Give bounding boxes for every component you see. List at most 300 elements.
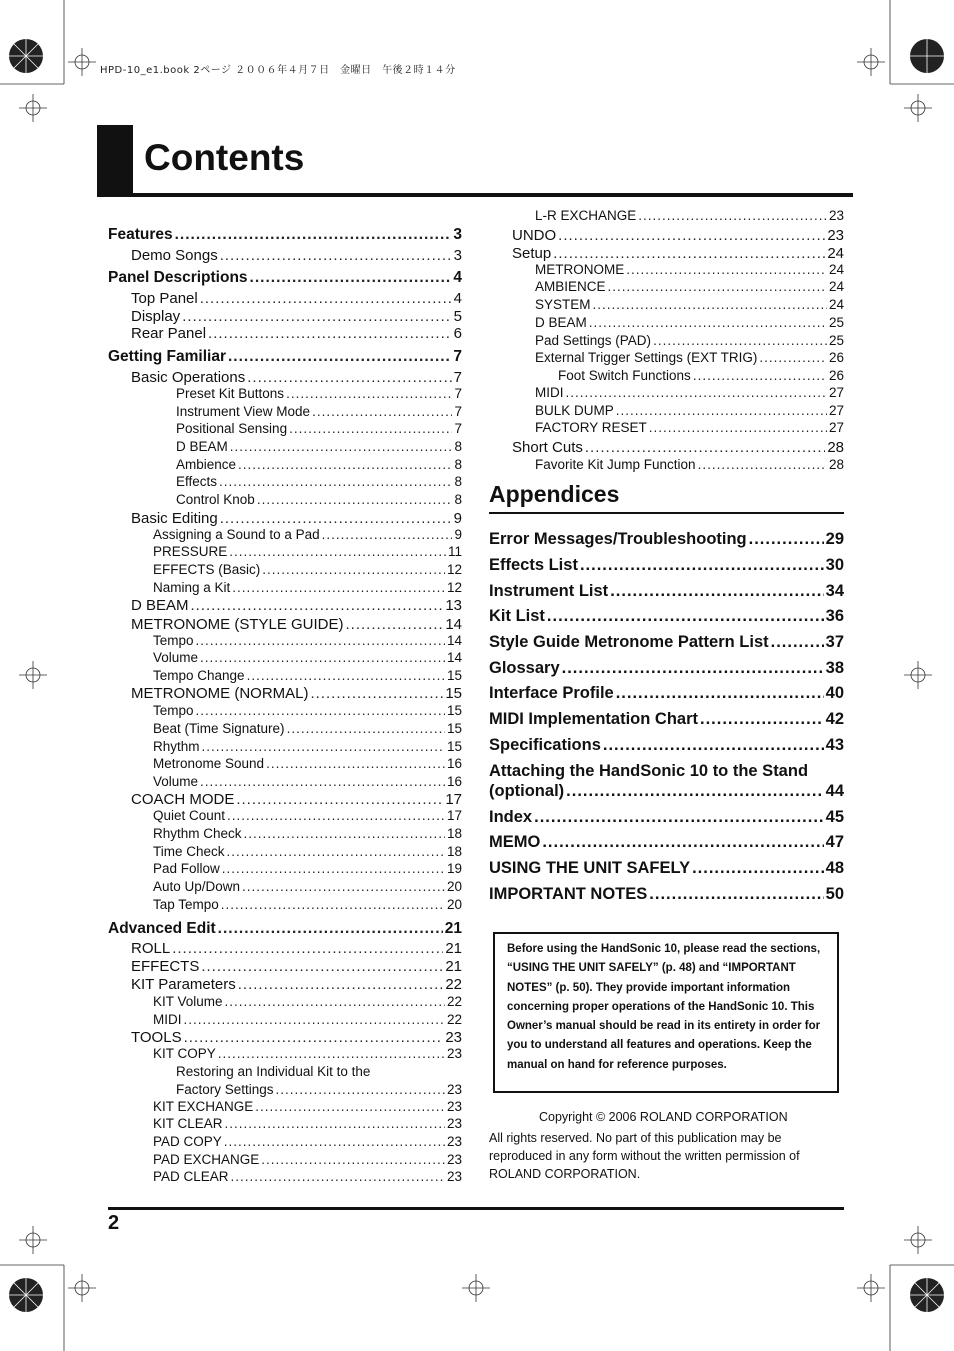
dot-leader	[220, 248, 452, 263]
dot-leader	[749, 531, 824, 548]
dot-leader	[242, 880, 445, 894]
toc-entry-label: Favorite Kit Jump Function	[535, 457, 696, 472]
toc-entry-page: 23	[446, 1046, 462, 1061]
toc-entry-page: 24	[827, 245, 844, 262]
toc-entry-label: FACTORY RESET	[535, 420, 647, 435]
toc-entry	[153, 1100, 462, 1114]
toc-entry-label: Short Cuts	[512, 439, 583, 456]
toc-entry	[131, 326, 462, 341]
toc-entry	[535, 280, 844, 294]
dot-leader	[287, 722, 445, 736]
dot-leader	[200, 651, 445, 665]
dot-leader	[220, 511, 452, 526]
toc-entry-page: 7	[454, 386, 462, 401]
appendix-entry-label: Effects List	[489, 556, 578, 574]
dot-leader	[230, 440, 453, 454]
toc-entry-page: 7	[453, 348, 462, 365]
dot-leader	[227, 845, 445, 859]
toc-entry-label: Rear Panel	[131, 325, 207, 342]
toc-entry	[153, 704, 462, 718]
toc-entry-page: 15	[445, 685, 462, 702]
toc-entry-label: Beat (Time Signature)	[153, 721, 285, 736]
toc-entry	[153, 1117, 462, 1131]
appendix-entry-label: Style Guide Metronome Pattern List	[489, 633, 769, 651]
toc-entry	[131, 598, 462, 613]
toc-entry-label: KIT Volume	[153, 994, 223, 1009]
appendix-entry-label: USING THE UNIT SAFELY	[489, 859, 691, 877]
dot-leader	[247, 370, 451, 385]
dot-leader	[286, 387, 452, 401]
toc-entry-label: Assigning a Sound to a Pad	[153, 527, 320, 542]
dot-leader	[200, 291, 452, 306]
dot-leader	[255, 1100, 445, 1114]
toc-entry-label: SYSTEM	[535, 297, 591, 312]
toc-entry-page: 24	[828, 297, 844, 312]
dot-leader	[616, 685, 824, 702]
appendix-entry-label: Specifications	[489, 736, 601, 754]
toc-entry	[153, 651, 462, 665]
dot-leader	[219, 475, 452, 489]
rights-statement: All rights reserved. No part of this publication may be reproduced in any form without the written permission of ROLAND CORPORATION.	[489, 1131, 800, 1181]
toc-entry-page: 13	[445, 597, 462, 614]
toc-entry-label: ROLL	[131, 940, 171, 957]
toc-entry	[535, 404, 844, 418]
toc-entry	[153, 775, 462, 789]
appendix-entry-page: 47	[825, 833, 844, 851]
dot-leader	[553, 246, 825, 261]
appendix-entry-page: 44	[825, 782, 844, 800]
toc-entry-label: Advanced Edit	[108, 920, 216, 937]
appendix-entry-label: MIDI Implementation Chart	[489, 710, 699, 728]
toc-entry-label: KIT EXCHANGE	[153, 1099, 254, 1114]
toc-entry-label: AMBIENCE	[535, 279, 606, 294]
dot-leader	[221, 898, 445, 912]
dot-leader	[289, 422, 452, 436]
toc-entry-label: KIT CLEAR	[153, 1116, 223, 1131]
dot-leader	[262, 563, 445, 577]
dot-leader	[228, 349, 451, 365]
toc-entry	[131, 291, 462, 306]
dot-leader	[232, 581, 445, 595]
page-number: 2	[108, 1212, 120, 1234]
dot-leader	[608, 280, 827, 294]
toc-entry-page: 22	[445, 976, 462, 993]
toc-entry-page: 14	[446, 633, 462, 648]
toc-entry	[535, 421, 844, 435]
toc-entry-label: Tempo Change	[153, 668, 245, 683]
toc-entry	[558, 369, 844, 383]
toc-entry-label: METRONOME (STYLE GUIDE)	[131, 616, 344, 633]
toc-entry-label: Pad Settings (PAD)	[535, 333, 652, 348]
toc-entry	[131, 941, 462, 956]
dot-leader	[649, 421, 827, 435]
toc-entry-label: PAD COPY	[153, 1134, 222, 1149]
toc-entry	[535, 351, 844, 365]
toc-entry-page: 23	[446, 1152, 462, 1167]
toc-entry	[108, 270, 462, 286]
dot-leader	[266, 757, 445, 771]
toc-entry-page: 25	[828, 333, 844, 348]
dot-leader	[225, 995, 445, 1009]
toc-entry-page: 21	[445, 940, 462, 957]
toc-entry-page: 18	[446, 844, 462, 859]
toc-entry	[153, 634, 462, 648]
appendix-entry-label: Interface Profile	[489, 684, 614, 702]
toc-entry-label: METRONOME	[535, 262, 625, 277]
dot-leader	[229, 545, 446, 559]
appendices-heading: Appendices	[489, 481, 620, 507]
toc-entry-label: Features	[108, 226, 173, 243]
dot-leader	[191, 598, 444, 613]
appendix-entry-page: 48	[825, 859, 844, 877]
dot-leader	[196, 704, 445, 718]
toc-entry-page: 19	[446, 861, 462, 876]
toc-entry	[535, 263, 844, 277]
toc-entry-label: Instrument View Mode	[176, 404, 311, 419]
dot-leader	[593, 298, 827, 312]
dot-leader	[257, 493, 453, 507]
dot-leader	[542, 834, 823, 851]
appendix-entry	[489, 783, 844, 800]
toc-entry-page: 20	[446, 897, 462, 912]
toc-entry-label: Ambience	[176, 457, 237, 472]
appendix-entry-page: 37	[825, 633, 844, 651]
toc-entry-page: 7	[454, 421, 462, 436]
toc-entry	[535, 298, 844, 312]
toc-entry	[131, 248, 462, 263]
toc-entry-page: 15	[446, 721, 462, 736]
toc-entry-page: 21	[445, 958, 462, 975]
appendix-entry-page: 42	[825, 710, 844, 728]
dot-leader	[558, 228, 825, 243]
dot-leader	[534, 809, 824, 826]
toc-entry	[153, 1153, 462, 1167]
dot-leader	[224, 1135, 445, 1149]
toc-entry-page: 23	[446, 1169, 462, 1184]
toc-entry	[512, 228, 844, 243]
dot-leader	[700, 711, 824, 728]
toc-entry-page: 17	[446, 808, 462, 823]
dot-leader	[580, 557, 824, 574]
toc-entry-label: PAD EXCHANGE	[153, 1152, 260, 1167]
toc-entry	[131, 792, 462, 807]
toc-entry-label: D BEAM	[176, 439, 228, 454]
toc-entry	[153, 880, 462, 894]
toc-entry	[153, 1170, 462, 1184]
toc-entry	[176, 493, 462, 507]
toc-entry-label: Demo Songs	[131, 247, 218, 264]
toc-entry-page: 3	[453, 226, 462, 243]
toc-entry	[131, 1030, 462, 1045]
toc-entry-page: 27	[828, 385, 844, 400]
dot-leader	[693, 369, 827, 383]
appendix-entry	[489, 809, 844, 826]
toc-entry-label: KIT COPY	[153, 1046, 216, 1061]
appendix-entry	[489, 531, 844, 548]
toc-entry-page: 7	[453, 369, 462, 386]
toc-entry-page: 18	[446, 826, 462, 841]
toc-entry-page: 23	[446, 1099, 462, 1114]
toc-entry	[108, 349, 462, 365]
toc-entry	[153, 528, 462, 542]
toc-entry-label: Quiet Count	[153, 808, 226, 823]
appendix-entry-label: Error Messages/Troubleshooting	[489, 530, 747, 548]
toc-entry	[153, 898, 462, 912]
print-header: HPD-10_e1.book 2ページ ２００６年４月７日 金曜日 午後２時１４分	[100, 65, 456, 76]
toc-entry-label: Volume	[153, 774, 199, 789]
toc-entry	[176, 1065, 462, 1079]
appendix-entry-label: Index	[489, 808, 533, 826]
dot-leader	[261, 1153, 445, 1167]
appendix-entry-label: (optional)	[489, 782, 565, 800]
toc-entry-label: PRESSURE	[153, 544, 228, 559]
appendix-entry-page: 36	[825, 607, 844, 625]
toc-entry-page: 14	[446, 650, 462, 665]
toc-entry-page: 5	[453, 308, 462, 325]
appendix-entry-page: 29	[825, 530, 844, 548]
toc-entry-page: 15	[446, 703, 462, 718]
dot-leader	[184, 1030, 444, 1045]
toc-entry-page: 23	[446, 1116, 462, 1131]
dot-leader	[322, 528, 453, 542]
toc-entry-page: 28	[828, 457, 844, 472]
dot-leader	[547, 608, 824, 625]
toc-entry-label: TOOLS	[131, 1029, 182, 1046]
dot-leader	[196, 634, 445, 648]
toc-entry-label: MIDI	[535, 385, 564, 400]
appendix-entry	[489, 711, 844, 728]
dot-leader	[653, 334, 827, 348]
toc-entry	[153, 722, 462, 736]
toc-entry-page: 26	[828, 368, 844, 383]
dot-leader	[244, 827, 445, 841]
appendix-entry-page: 30	[825, 556, 844, 574]
appendix-entry	[489, 557, 844, 574]
toc-entry-page: 4	[453, 290, 462, 307]
toc-entry-label: UNDO	[512, 227, 557, 244]
appendix-entry-label: IMPORTANT NOTES	[489, 885, 648, 903]
appendix-entry-page: 40	[825, 684, 844, 702]
toc-entry	[108, 227, 462, 243]
toc-entry	[153, 757, 462, 771]
toc-entry	[176, 405, 462, 419]
appendix-entry-label: Glossary	[489, 659, 560, 677]
dot-leader	[566, 386, 827, 400]
toc-entry-label: KIT Parameters	[131, 976, 236, 993]
toc-entry-page: 23	[445, 1029, 462, 1046]
toc-entry-page: 11	[447, 544, 462, 559]
toc-entry-label: Preset Kit Buttons	[176, 386, 285, 401]
appendices-rule	[489, 512, 844, 514]
toc-entry	[176, 458, 462, 472]
toc-entry	[176, 387, 462, 401]
toc-entry-label: Pad Follow	[153, 861, 220, 876]
dot-leader	[311, 686, 444, 701]
dot-leader	[238, 458, 452, 472]
appendix-entry-page: 45	[825, 808, 844, 826]
dot-leader	[649, 886, 823, 903]
toc-entry	[153, 1013, 462, 1027]
toc-entry-page: 23	[446, 1134, 462, 1149]
toc-entry	[176, 440, 462, 454]
toc-entry-label: Factory Settings	[176, 1082, 274, 1097]
page-title: Contents	[144, 137, 305, 178]
toc-entry-page: 7	[454, 404, 462, 419]
dot-leader	[566, 783, 823, 800]
dot-leader	[692, 860, 824, 877]
toc-entry-page: 23	[446, 1082, 462, 1097]
toc-entry	[153, 809, 462, 823]
copyright: Copyright © 2006 ROLAND CORPORATION	[539, 1110, 788, 1124]
dot-leader	[585, 440, 825, 455]
dot-leader	[202, 740, 445, 754]
toc-entry-label: Foot Switch Functions	[558, 368, 691, 383]
toc-entry-label: Tempo	[153, 703, 194, 718]
toc-entry-label: Restoring an Individual Kit to the	[176, 1064, 371, 1079]
toc-entry-label: Rhythm	[153, 739, 200, 754]
toc-entry	[176, 475, 462, 489]
toc-entry-page: 9	[453, 510, 462, 527]
toc-entry-page: 24	[828, 262, 844, 277]
appendix-entry	[489, 685, 844, 702]
toc-entry-label: Top Panel	[131, 290, 198, 307]
toc-entry	[535, 334, 844, 348]
appendix-entry	[489, 834, 844, 851]
toc-entry-page: 3	[453, 247, 462, 264]
toc-entry-label: Rhythm Check	[153, 826, 242, 841]
toc-entry	[153, 581, 462, 595]
toc-entry	[176, 422, 462, 436]
toc-entry-label: MIDI	[153, 1012, 182, 1027]
toc-entry	[535, 209, 844, 223]
toc-entry-label: External Trigger Settings (EXT TRIG)	[535, 350, 758, 365]
dot-leader	[312, 405, 452, 419]
appendix-entry	[489, 886, 844, 903]
dot-leader	[759, 351, 827, 365]
toc-entry-label: Panel Descriptions	[108, 269, 248, 286]
title-block	[97, 125, 133, 195]
toc-entry	[153, 995, 462, 1009]
toc-entry	[153, 1047, 462, 1061]
toc-entry-page: 8	[454, 492, 462, 507]
toc-entry-page: 28	[827, 439, 844, 456]
toc-entry	[131, 686, 462, 701]
toc-entry-label: Setup	[512, 245, 552, 262]
dot-leader	[218, 1047, 445, 1061]
dot-leader	[616, 404, 827, 418]
toc-entry	[153, 1135, 462, 1149]
toc-entry-page: 27	[828, 420, 844, 435]
toc-entry-label: Effects	[176, 474, 218, 489]
toc-entry-label: Positional Sensing	[176, 421, 288, 436]
appendix-entry-page: 50	[825, 885, 844, 903]
toc-entry	[131, 370, 462, 385]
toc-entry-label: EFFECTS	[131, 958, 200, 975]
dot-leader	[603, 737, 824, 754]
toc-entry	[512, 246, 844, 261]
appendix-entry	[489, 737, 844, 754]
toc-entry-page: 9	[454, 527, 462, 542]
toc-entry-page: 26	[828, 350, 844, 365]
toc-entry-label: Auto Up/Down	[153, 879, 241, 894]
dot-leader	[562, 660, 824, 677]
dot-leader	[222, 862, 445, 876]
appendix-entry-label: Attaching the HandSonic 10 to the Stand	[489, 762, 809, 780]
toc-entry-label: Basic Operations	[131, 369, 246, 386]
appendix-entry	[489, 583, 844, 600]
toc-entry-label: PAD CLEAR	[153, 1169, 229, 1184]
toc-entry	[535, 316, 844, 330]
appendix-entry	[489, 608, 844, 625]
dot-leader	[247, 669, 445, 683]
toc-entry-label: Volume	[153, 650, 199, 665]
dot-leader	[771, 634, 824, 651]
appendix-entry	[489, 860, 844, 877]
footer-rule	[108, 1207, 844, 1210]
toc-entry-label: EFFECTS (Basic)	[153, 562, 261, 577]
toc-entry-page: 22	[446, 1012, 462, 1027]
dot-leader	[208, 326, 452, 341]
dot-leader	[218, 921, 443, 937]
dot-leader	[276, 1083, 445, 1097]
toc-entry-label: COACH MODE	[131, 791, 235, 808]
toc-entry	[131, 617, 462, 632]
toc-entry-page: 4	[453, 269, 462, 286]
toc-entry-label: Tempo	[153, 633, 194, 648]
dot-leader	[346, 617, 444, 632]
dot-leader	[610, 583, 823, 600]
appendix-entry	[489, 762, 808, 781]
toc-entry	[153, 845, 462, 859]
toc-entry-page: 16	[446, 774, 462, 789]
toc-entry-page: 8	[454, 474, 462, 489]
dot-leader	[236, 792, 443, 807]
toc-entry-page: 8	[454, 439, 462, 454]
dot-leader	[589, 316, 827, 330]
toc-entry-page: 21	[444, 920, 462, 937]
toc-entry	[153, 669, 462, 683]
toc-entry-page: 8	[454, 457, 462, 472]
toc-entry-label: D BEAM	[131, 597, 189, 614]
toc-entry	[131, 309, 462, 324]
toc-entry	[153, 740, 462, 754]
toc-entry-label: Naming a Kit	[153, 580, 231, 595]
dot-leader	[175, 227, 452, 243]
title-rule	[97, 193, 853, 197]
dot-leader	[238, 977, 444, 992]
toc-entry	[176, 1083, 462, 1097]
toc-entry-label: Metronome Sound	[153, 756, 265, 771]
toc-entry-label: Tap Tempo	[153, 897, 219, 912]
toc-entry-label: Display	[131, 308, 181, 325]
toc-entry-label: BULK DUMP	[535, 403, 614, 418]
dot-leader	[626, 263, 827, 277]
dot-leader	[638, 209, 827, 223]
dot-leader	[182, 309, 451, 324]
toc-entry	[131, 959, 462, 974]
toc-entry-page: 16	[446, 756, 462, 771]
dot-leader	[231, 1170, 445, 1184]
toc-entry	[108, 921, 462, 937]
dot-leader	[225, 1117, 445, 1131]
toc-entry-label: Time Check	[153, 844, 225, 859]
appendix-entry-page: 34	[825, 582, 844, 600]
toc-entry-label: Basic Editing	[131, 510, 218, 527]
dot-leader	[200, 775, 445, 789]
toc-entry	[131, 977, 462, 992]
toc-entry	[535, 458, 844, 472]
appendix-entry-label: Instrument List	[489, 582, 609, 600]
